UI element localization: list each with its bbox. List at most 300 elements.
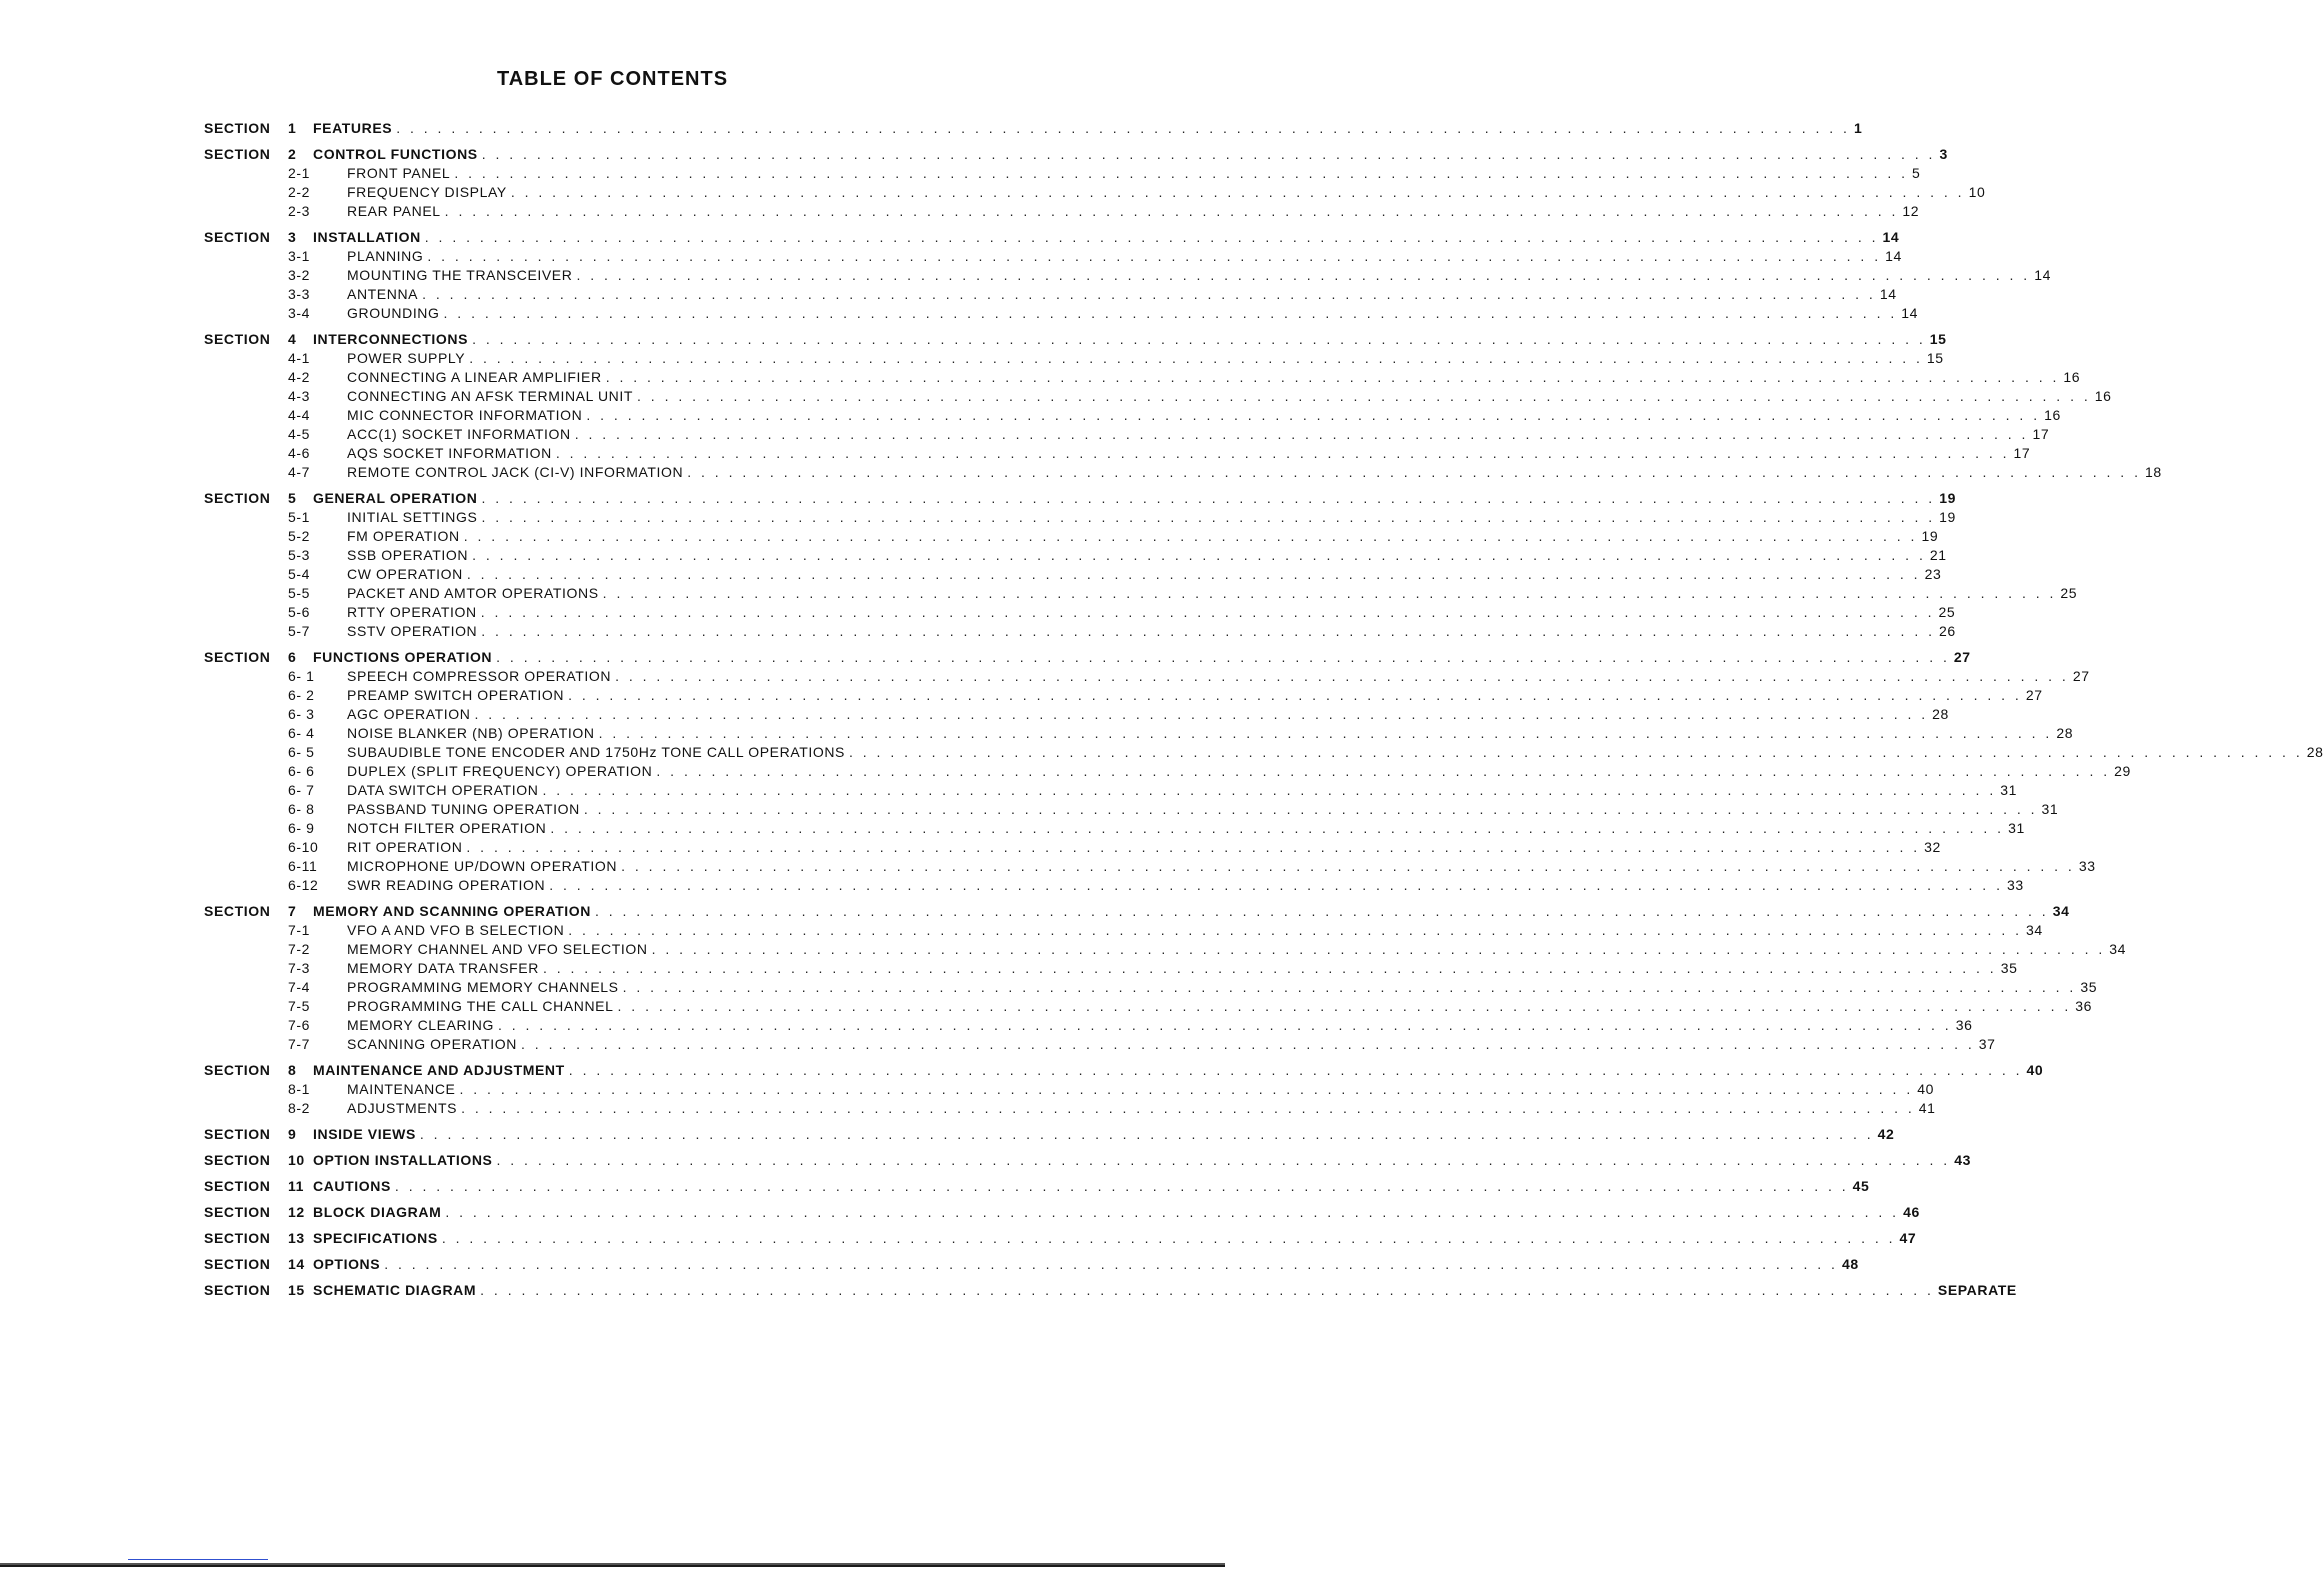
section-title: INTERCONNECTIONS <box>313 331 469 347</box>
dot-leader: . . . . . . . . . . . . . . . . . . . . . . . . . . . . . . . . . . . . . . . . . . . . . . . . . . . . . . . . . . . . . . . . . . . . . . . . . . . . . . . . . . . . . . . . . . . . . . . . . . . . . . . . . . <box>496 1152 1951 1168</box>
subsection-title: PREAMP SWITCH OPERATION <box>347 687 565 703</box>
subsection-title: MEMORY CLEARING <box>347 1017 494 1033</box>
dot-leader: . . . . . . . . . . . . . . . . . . . . . . . . . . . . . . . . . . . . . . . . . . . . . . . . . . . . . . . . . . . . . . . . . . . . . . . . . . . . . . . . . . . . . . . . . . . . . . . . . . . . . . . . . . <box>521 1036 1975 1052</box>
toc-subsection-row[interactable] <box>204 584 2078 603</box>
subsection-title: CONNECTING AN AFSK TERMINAL UNIT <box>347 388 634 404</box>
toc-subsection-row[interactable] <box>204 622 1956 641</box>
subsection-page: 31 <box>2008 820 2025 836</box>
subsection-number: 4-6 <box>288 445 311 461</box>
section-number: 10 <box>288 1152 305 1168</box>
subsection-number: 3-2 <box>288 267 311 283</box>
subsection-title: AGC OPERATION <box>347 706 471 722</box>
toc-subsection-row[interactable] <box>204 202 1920 221</box>
subsection-page: 23 <box>1924 566 1942 582</box>
toc-subsection-row[interactable] <box>204 978 2098 997</box>
section-number: 14 <box>288 1256 305 1272</box>
section-page: 47 <box>1899 1230 1917 1246</box>
section-number: 6 <box>288 649 297 665</box>
dot-leader: . . . . . . . . . . . . . . . . . . . . . . . . . . . . . . . . . . . . . . . . . . . . . . . . . . . . . . . . . . . . . . . . . . . . . . . . . . . . . . . . . . . . . . . . . . . . . . . . . . . . . . . . . . <box>594 903 2049 919</box>
section-page: 46 <box>1903 1204 1920 1220</box>
subsection-number: 7-4 <box>288 979 311 995</box>
subsection-page: 5 <box>1912 165 1921 181</box>
subsection-number: 7-1 <box>288 922 311 938</box>
section-number: 8 <box>288 1062 297 1078</box>
dot-leader: . . . . . . . . . . . . . . . . . . . . . . . . . . . . . . . . . . . . . . . . . . . . . . . . . . . . . . . . . . . . . . . . . . . . . . . . . . . . . . . . . . . . . . . . . . . . . . . . . . . . . . . . . . <box>586 407 2041 423</box>
dot-leader: . . . . . . . . . . . . . . . . . . . . . . . . . . . . . . . . . . . . . . . . . . . . . . . . . . . . . . . . . . . . . . . . . . . . . . . . . . . . . . . . . . . . . . . . . . . . . . . . . . . . . . . . . . <box>480 604 1935 620</box>
toc-subsection-row[interactable] <box>204 406 2061 425</box>
toc-section <box>204 1150 1971 1170</box>
toc-section-row[interactable] <box>204 1176 1870 1196</box>
dot-leader: . . . . . . . . . . . . . . . . . . . . . . . . . . . . . . . . . . . . . . . . . . . . . . . . . . . . . . . . . . . . . . . . . . . . . . . . . . . . . . . . . . . . . . . . . . . . . . . . . . . . . . . . . . <box>474 706 1929 722</box>
section-title: GENERAL OPERATION <box>313 490 478 506</box>
toc-section-row[interactable] <box>204 1202 1920 1222</box>
subsection-title: MEMORY CHANNEL AND VFO SELECTION <box>347 941 648 957</box>
subsection-title: ACC(1) SOCKET INFORMATION <box>347 426 571 442</box>
subsection-page: 28 <box>2306 744 2324 760</box>
section-number: 1 <box>288 120 297 136</box>
section-number: 15 <box>288 1282 305 1298</box>
section-word: SECTION <box>204 1256 271 1272</box>
dot-leader: . . . . . . . . . . . . . . . . . . . . . . . . . . . . . . . . . . . . . . . . . . . . . . . . . . . . . . . . . . . . . . . . . . . . . . . . . . . . . . . . . . . . . . . . . . . . . . . . . . . . . . . . . . <box>542 960 1997 976</box>
toc-subsection-row[interactable] <box>204 1099 1936 1118</box>
section-title: SCHEMATIC DIAGRAM <box>313 1282 477 1298</box>
subsection-page: 17 <box>2013 445 2031 461</box>
subsection-page: 41 <box>1918 1100 1936 1116</box>
subsection-title: REAR PANEL <box>347 203 441 219</box>
subsection-number: 5-6 <box>288 604 311 620</box>
subsection-page: 14 <box>2034 267 2051 283</box>
toc-subsection-row[interactable] <box>204 686 2043 705</box>
toc-subsection-row[interactable] <box>204 285 1897 304</box>
section-title: BLOCK DIAGRAM <box>313 1204 442 1220</box>
subsection-page: 15 <box>1926 350 1944 366</box>
section-title: FUNCTIONS OPERATION <box>313 649 493 665</box>
subsection-number: 6-11 <box>288 858 318 874</box>
section-word: SECTION <box>204 146 271 162</box>
toc-subsection-row[interactable] <box>204 349 1944 368</box>
subsection-page: 27 <box>2025 687 2043 703</box>
toc-subsection-row[interactable] <box>204 368 2081 387</box>
dot-leader: . . . . . . . . . . . . . . . . . . . . . . . . . . . . . . . . . . . . . . . . . . . . . . . . . . . . . . . . . . . . . . . . . . . . . . . . . . . . . . . . . . . . . . . . . . . . . . . . . . . . . . . . . . <box>481 490 1936 506</box>
toc-section <box>204 488 2078 641</box>
subsection-page: 14 <box>1901 305 1919 321</box>
subsection-page: 36 <box>2075 998 2093 1014</box>
toc-section-row[interactable] <box>204 1124 1895 1144</box>
dot-leader: . . . . . . . . . . . . . . . . . . . . . . . . . . . . . . . . . . . . . . . . . . . . . . . . . . . . . . . . . . . . . . . . . . . . . . . . . . . . . . . . . . . . . . . . . . . . . . . . . . . . . . . . . . <box>469 350 1923 366</box>
dot-leader: . . . . . . . . . . . . . . . . . . . . . . . . . . . . . . . . . . . . . . . . . . . . . . . . . . . . . . . . . . . . . . . . . . . . . . . . . . . . . . . . . . . . . . . . . . . . . . . . . . . . . . . . . . <box>419 1126 1874 1142</box>
subsection-title: INITIAL SETTINGS <box>347 509 478 525</box>
toc-subsection-row[interactable] <box>204 444 2031 463</box>
subsection-title: PROGRAMMING THE CALL CHANNEL <box>347 998 614 1014</box>
subsection-number: 6-12 <box>288 877 319 893</box>
toc-subsection-row[interactable] <box>204 724 2074 743</box>
dot-leader: . . . . . . . . . . . . . . . . . . . . . . . . . . . . . . . . . . . . . . . . . . . . . . . . . . . . . . . . . . . . . . . . . . . . . . . . . . . . . . . . . . . . . . . . . . . . . . . . . . . . . . . . . . <box>687 464 2141 480</box>
dot-leader: . . . . . . . . . . . . . . . . . . . . . . . . . . . . . . . . . . . . . . . . . . . . . . . . . . . . . . . . . . . . . . . . . . . . . . . . . . . . . . . . . . . . . . . . . . . . . . . . . . . . . . . . . . <box>849 744 2303 760</box>
subsection-number: 2-3 <box>288 203 311 219</box>
subsection-title: MAINTENANCE <box>347 1081 456 1097</box>
subsection-page: 36 <box>1955 1017 1973 1033</box>
section-word: SECTION <box>204 331 271 347</box>
subsection-number: 6- 1 <box>288 668 315 684</box>
subsection-page: 28 <box>1932 706 1949 722</box>
dot-leader: . . . . . . . . . . . . . . . . . . . . . . . . . . . . . . . . . . . . . . . . . . . . . . . . . . . . . . . . . . . . . . . . . . . . . . . . . . . . . . . . . . . . . . . . . . . . . . . . . . . . . . . . . . <box>480 1282 1934 1298</box>
section-word: SECTION <box>204 1152 271 1168</box>
toc-section <box>204 1176 1870 1196</box>
toc-section-row[interactable] <box>204 1228 1917 1248</box>
toc-section-row[interactable] <box>204 1254 1859 1274</box>
dot-leader: . . . . . . . . . . . . . . . . . . . . . . . . . . . . . . . . . . . . . . . . . . . . . . . . . . . . . . . . . . . . . . . . . . . . . . . . . . . . . . . . . . . . . . . . . . . . . . . . . . . . . . . . . . <box>461 1100 1915 1116</box>
subsection-title: MIC CONNECTOR INFORMATION <box>347 407 583 423</box>
subsection-page: 16 <box>2063 369 2081 385</box>
subsection-page: 14 <box>1885 248 1902 264</box>
dot-leader: . . . . . . . . . . . . . . . . . . . . . . . . . . . . . . . . . . . . . . . . . . . . . . . . . . . . . . . . . . . . . . . . . . . . . . . . . . . . . . . . . . . . . . . . . . . . . . . . . . . . . . . . . . <box>443 305 1898 321</box>
dot-leader: . . . . . . . . . . . . . . . . . . . . . . . . . . . . . . . . . . . . . . . . . . . . . . . . . . . . . . . . . . . . . . . . . . . . . . . . . . . . . . . . . . . . . . . . . . . . . . . . . . . . . . . . . . <box>598 725 2053 741</box>
dot-leader: . . . . . . . . . . . . . . . . . . . . . . . . . . . . . . . . . . . . . . . . . . . . . . . . . . . . . . . . . . . . . . . . . . . . . . . . . . . . . . . . . . . . . . . . . . . . . . . . . . . . . . . . . . <box>472 547 1926 563</box>
toc-subsection-row[interactable] <box>204 667 2090 686</box>
toc-subsection-row[interactable] <box>204 743 2324 762</box>
subsection-title: RTTY OPERATION <box>347 604 477 620</box>
subsection-number: 6- 8 <box>288 801 315 817</box>
dot-leader: . . . . . . . . . . . . . . . . . . . . . . . . . . . . . . . . . . . . . . . . . . . . . . . . . . . . . . . . . . . . . . . . . . . . . . . . . . . . . . . . . . . . . . . . . . . . . . . . . . . . . . . . . . <box>602 585 2057 601</box>
section-page: 34 <box>2052 903 2070 919</box>
subsection-title: DATA SWITCH OPERATION <box>347 782 539 798</box>
section-title: OPTIONS <box>313 1256 381 1272</box>
dot-leader: . . . . . . . . . . . . . . . . . . . . . . . . . . . . . . . . . . . . . . . . . . . . . . . . . . . . . . . . . . . . . . . . . . . . . . . . . . . . . . . . . . . . . . . . . . . . . . . . . . . . . . . . . . <box>427 248 1882 264</box>
dot-leader: . . . . . . . . . . . . . . . . . . . . . . . . . . . . . . . . . . . . . . . . . . . . . . . . . . . . . . . . . . . . . . . . . . . . . . . . . . . . . . . . . . . . . . . . . . . . . . . . . . . . . . . . . . <box>583 801 2038 817</box>
toc-subsection-row[interactable] <box>204 1080 1934 1099</box>
section-word: SECTION <box>204 1204 271 1220</box>
subsection-title: FM OPERATION <box>347 528 460 544</box>
dot-leader: . . . . . . . . . . . . . . . . . . . . . . . . . . . . . . . . . . . . . . . . . . . . . . . . . . . . . . . . . . . . . . . . . . . . . . . . . . . . . . . . . . . . . . . . . . . . . . . . . . . . . . . . . . <box>622 979 2077 995</box>
subsection-page: 19 <box>1921 528 1939 544</box>
section-page: 40 <box>2026 1062 2044 1078</box>
dot-leader: . . . . . . . . . . . . . . . . . . . . . . . . . . . . . . . . . . . . . . . . . . . . . . . . . . . . . . . . . . . . . . . . . . . . . . . . . . . . . . . . . . . . . . . . . . . . . . . . . . . . . . . . . . <box>454 165 1909 181</box>
dot-leader: . . . . . . . . . . . . . . . . . . . . . . . . . . . . . . . . . . . . . . . . . . . . . . . . . . . . . . . . . . . . . . . . . . . . . . . . . . . . . . . . . . . . . . . . . . . . . . . . . . . . . . . . . . <box>651 941 2106 957</box>
toc-subsection-row[interactable] <box>204 164 1921 183</box>
subsection-title: VFO A AND VFO B SELECTION <box>347 922 565 938</box>
toc-section-row[interactable] <box>204 144 1948 164</box>
dot-leader: . . . . . . . . . . . . . . . . . . . . . . . . . . . . . . . . . . . . . . . . . . . . . . . . . . . . . . . . . . . . . . . . . . . . . . . . . . . . . . . . . . . . . . . . . . . . . . . . . . . . . . . . . . <box>497 1017 1952 1033</box>
toc-section-row[interactable] <box>204 1150 1971 1170</box>
subsection-page: 18 <box>2144 464 2162 480</box>
footer-link-underline <box>128 1559 268 1560</box>
subsection-page: 29 <box>2114 763 2131 779</box>
subsection-title: PLANNING <box>347 248 424 264</box>
section-page: 27 <box>1953 649 1971 665</box>
dot-leader: . . . . . . . . . . . . . . . . . . . . . . . . . . . . . . . . . . . . . . . . . . . . . . . . . . . . . . . . . . . . . . . . . . . . . . . . . . . . . . . . . . . . . . . . . . . . . . . . . . . . . . . . . . <box>615 668 2069 684</box>
subsection-number: 2-2 <box>288 184 311 200</box>
toc-subsection-row[interactable] <box>204 1035 1996 1054</box>
section-word: SECTION <box>204 1178 271 1194</box>
section-title: INSTALLATION <box>313 229 421 245</box>
subsection-title: PROGRAMMING MEMORY CHANNELS <box>347 979 619 995</box>
section-title: INSIDE VIEWS <box>313 1126 416 1142</box>
toc-subsection-row[interactable] <box>204 940 2127 959</box>
subsection-title: SUBAUDIBLE TONE ENCODER AND 1750Hz TONE CALL OPERATIONS <box>347 744 845 760</box>
section-page: 43 <box>1954 1152 1971 1168</box>
section-number: 13 <box>288 1230 305 1246</box>
section-number: 5 <box>288 490 297 506</box>
section-number: 3 <box>288 229 297 245</box>
toc-subsection-row[interactable] <box>204 565 1942 584</box>
subsection-title: DUPLEX (SPLIT FREQUENCY) OPERATION <box>347 763 653 779</box>
toc-section <box>204 144 1986 221</box>
subsection-title: MEMORY DATA TRANSFER <box>347 960 539 976</box>
subsection-title: PASSBAND TUNING OPERATION <box>347 801 580 817</box>
subsection-title: POWER SUPPLY <box>347 350 466 366</box>
section-number: 2 <box>288 146 297 162</box>
subsection-page: 12 <box>1902 203 1920 219</box>
section-number: 9 <box>288 1126 297 1142</box>
subsection-title: CONNECTING A LINEAR AMPLIFIER <box>347 369 602 385</box>
dot-leader: . . . . . . . . . . . . . . . . . . . . . . . . . . . . . . . . . . . . . . . . . . . . . . . . . . . . . . . . . . . . . . . . . . . . . . . . . . . . . . . . . . . . . . . . . . . . . . . . . . . . . . . . . . <box>550 820 2005 836</box>
toc-subsection-row[interactable] <box>204 463 2162 482</box>
subsection-number: 6- 5 <box>288 744 315 760</box>
subsection-title: NOTCH FILTER OPERATION <box>347 820 547 836</box>
subsection-title: FRONT PANEL <box>347 165 451 181</box>
toc-subsection-row[interactable] <box>204 997 2093 1016</box>
subsection-number: 6- 4 <box>288 725 315 741</box>
subsection-number: 4-3 <box>288 388 311 404</box>
dot-leader: . . . . . . . . . . . . . . . . . . . . . . . . . . . . . . . . . . . . . . . . . . . . . . . . . . . . . . . . . . . . . . . . . . . . . . . . . . . . . . . . . . . . . . . . . . . . . . . . . . . . . . . . . . <box>472 331 1926 347</box>
subsection-title: GROUNDING <box>347 305 440 321</box>
subsection-number: 6- 3 <box>288 706 315 722</box>
toc-subsection-row[interactable] <box>204 857 2096 876</box>
toc-subsection-row[interactable] <box>204 527 1939 546</box>
toc-section <box>204 1060 2044 1118</box>
toc-subsection-row[interactable] <box>204 387 2112 406</box>
toc-subsection-row[interactable] <box>204 546 1947 565</box>
subsection-page: 35 <box>2000 960 2018 976</box>
dot-leader: . . . . . . . . . . . . . . . . . . . . . . . . . . . . . . . . . . . . . . . . . . . . . . . . . . . . . . . . . . . . . . . . . . . . . . . . . . . . . . . . . . . . . . . . . . . . . . . . . . . . . . . . . . <box>549 877 2003 893</box>
toc-subsection-row[interactable] <box>204 876 2024 895</box>
section-page: 42 <box>1877 1126 1895 1142</box>
section-word: SECTION <box>204 1062 271 1078</box>
section-word: SECTION <box>204 229 271 245</box>
subsection-number: 6- 9 <box>288 820 315 836</box>
toc-section <box>204 901 2127 1054</box>
section-word: SECTION <box>204 490 271 506</box>
subsection-page: 34 <box>2026 922 2043 938</box>
toc-subsection-row[interactable] <box>204 304 1919 323</box>
section-number: 11 <box>288 1178 304 1194</box>
section-title: OPTION INSTALLATIONS <box>313 1152 493 1168</box>
toc-section-row[interactable] <box>204 901 2070 921</box>
subsection-page: 17 <box>2032 426 2050 442</box>
dot-leader: . . . . . . . . . . . . . . . . . . . . . . . . . . . . . . . . . . . . . . . . . . . . . . . . . . . . . . . . . . . . . . . . . . . . . . . . . . . . . . . . . . . . . . . . . . . . . . . . . . . . . . . . . . <box>496 649 1950 665</box>
dot-leader: . . . . . . . . . . . . . . . . . . . . . . . . . . . . . . . . . . . . . . . . . . . . . . . . . . . . . . . . . . . . . . . . . . . . . . . . . . . . . . . . . . . . . . . . . . . . . . . . . . . . . . . . . . <box>568 687 2022 703</box>
section-page: SEPARATE <box>1937 1282 2017 1298</box>
dot-leader: . . . . . . . . . . . . . . . . . . . . . . . . . . . . . . . . . . . . . . . . . . . . . . . . . . . . . . . . . . . . . . . . . . . . . . . . . . . . . . . . . . . . . . . . . . . . . . . . . . . . . . . . . . <box>394 1178 1849 1194</box>
section-page: 45 <box>1852 1178 1870 1194</box>
subsection-page: 28 <box>2056 725 2074 741</box>
subsection-title: AQS SOCKET INFORMATION <box>347 445 552 461</box>
page-title: TABLE OF CONTENTS <box>496 68 729 90</box>
toc-section <box>204 1280 2017 1300</box>
subsection-page: 34 <box>2109 941 2127 957</box>
dot-leader: . . . . . . . . . . . . . . . . . . . . . . . . . . . . . . . . . . . . . . . . . . . . . . . . . . . . . . . . . . . . . . . . . . . . . . . . . . . . . . . . . . . . . . . . . . . . . . . . . . . . . . . . . . <box>459 1081 1914 1097</box>
dot-leader: . . . . . . . . . . . . . . . . . . . . . . . . . . . . . . . . . . . . . . . . . . . . . . . . . . . . . . . . . . . . . . . . . . . . . . . . . . . . . . . . . . . . . . . . . . . . . . . . . . . . . . . . . . <box>576 267 2031 283</box>
subsection-number: 7-7 <box>288 1036 311 1052</box>
subsection-number: 2-1 <box>288 165 311 181</box>
dot-leader: . . . . . . . . . . . . . . . . . . . . . . . . . . . . . . . . . . . . . . . . . . . . . . . . . . . . . . . . . . . . . . . . . . . . . . . . . . . . . . . . . . . . . . . . . . . . . . . . . . . . . . . . . . <box>555 445 2010 461</box>
section-word: SECTION <box>204 903 271 919</box>
toc-section <box>204 118 1863 138</box>
subsection-title: PACKET AND AMTOR OPERATIONS <box>347 585 599 601</box>
toc-subsection-row[interactable] <box>204 959 2018 978</box>
subsection-number: 6- 2 <box>288 687 315 703</box>
subsection-page: 33 <box>2006 877 2024 893</box>
subsection-page: 40 <box>1917 1081 1934 1097</box>
dot-leader: . . . . . . . . . . . . . . . . . . . . . . . . . . . . . . . . . . . . . . . . . . . . . . . . . . . . . . . . . . . . . . . . . . . . . . . . . . . . . . . . . . . . . . . . . . . . . . . . . . . . . . . . . . <box>574 426 2029 442</box>
subsection-number: 7-2 <box>288 941 311 957</box>
subsection-page: 37 <box>1978 1036 1996 1052</box>
subsection-title: REMOTE CONTROL JACK (CI-V) INFORMATION <box>347 464 684 480</box>
section-title: SPECIFICATIONS <box>313 1230 438 1246</box>
toc-section <box>204 227 2051 323</box>
dot-leader: . . . . . . . . . . . . . . . . . . . . . . . . . . . . . . . . . . . . . . . . . . . . . . . . . . . . . . . . . . . . . . . . . . . . . . . . . . . . . . . . . . . . . . . . . . . . . . . . . . . . . . . . . . <box>542 782 1997 798</box>
subsection-page: 21 <box>1929 547 1947 563</box>
section-word: SECTION <box>204 649 271 665</box>
section-title: MAINTENANCE AND ADJUSTMENT <box>313 1062 565 1078</box>
toc-subsection-row[interactable] <box>204 838 1941 857</box>
subsection-page: 10 <box>1968 184 1986 200</box>
toc-subsection-row[interactable] <box>204 921 2043 940</box>
subsection-page: 16 <box>2094 388 2112 404</box>
dot-leader: . . . . . . . . . . . . . . . . . . . . . . . . . . . . . . . . . . . . . . . . . . . . . . . . . . . . . . . . . . . . . . . . . . . . . . . . . . . . . . . . . . . . . . . . . . . . . . . . . . . . . . . . . . <box>466 566 1921 582</box>
dot-leader: . . . . . . . . . . . . . . . . . . . . . . . . . . . . . . . . . . . . . . . . . . . . . . . . . . . . . . . . . . . . . . . . . . . . . . . . . . . . . . . . . . . . . . . . . . . . . . . . . . . . . . . . . . <box>637 388 2091 404</box>
dot-leader: . . . . . . . . . . . . . . . . . . . . . . . . . . . . . . . . . . . . . . . . . . . . . . . . . . . . . . . . . . . . . . . . . . . . . . . . . . . . . . . . . . . . . . . . . . . . . . . . . . . . . . . . . . <box>617 998 2072 1014</box>
toc-subsection-row[interactable] <box>204 266 2051 285</box>
dot-leader: . . . . . . . . . . . . . . . . . . . . . . . . . . . . . . . . . . . . . . . . . . . . . . . . . . . . . . . . . . . . . . . . . . . . . . . . . . . . . . . . . . . . . . . . . . . . . . . . . . . . . . . . . . <box>441 1230 1896 1246</box>
section-page: 15 <box>1929 331 1947 347</box>
section-number: 4 <box>288 331 297 347</box>
subsection-number: 4-2 <box>288 369 311 385</box>
toc-subsection-row[interactable] <box>204 603 1956 622</box>
dot-leader: . . . . . . . . . . . . . . . . . . . . . . . . . . . . . . . . . . . . . . . . . . . . . . . . . . . . . . . . . . . . . . . . . . . . . . . . . . . . . . . . . . . . . . . . . . . . . . . . . . . . . . . . . . <box>481 623 1935 639</box>
dot-leader: . . . . . . . . . . . . . . . . . . . . . . . . . . . . . . . . . . . . . . . . . . . . . . . . . . . . . . . . . . . . . . . . . . . . . . . . . . . . . . . . . . . . . . . . . . . . . . . . . . . . . . . . . . <box>444 203 1899 219</box>
page-bottom-edge <box>0 1565 1225 1567</box>
subsection-number: 7-6 <box>288 1017 311 1033</box>
toc-section-row[interactable] <box>204 227 1900 247</box>
subsection-page: 16 <box>2044 407 2061 423</box>
section-page: 19 <box>1939 490 1956 506</box>
subsection-page: 35 <box>2080 979 2098 995</box>
subsection-page: 14 <box>1879 286 1897 302</box>
dot-leader: . . . . . . . . . . . . . . . . . . . . . . . . . . . . . . . . . . . . . . . . . . . . . . . . . . . . . . . . . . . . . . . . . . . . . . . . . . . . . . . . . . . . . . . . . . . . . . . . . . . . . . . . . . <box>568 922 2022 938</box>
subsection-title: ADJUSTMENTS <box>347 1100 458 1116</box>
toc-subsection-row[interactable] <box>204 425 2050 444</box>
toc-section <box>204 1124 1895 1144</box>
subsection-number: 6-10 <box>288 839 319 855</box>
toc-subsection-row[interactable] <box>204 819 2025 838</box>
toc-subsection-row[interactable] <box>204 781 2017 800</box>
subsection-number: 4-4 <box>288 407 311 423</box>
toc-section-row[interactable] <box>204 488 1956 508</box>
toc-section <box>204 647 2324 895</box>
subsection-title: MOUNTING THE TRANSCEIVER <box>347 267 573 283</box>
subsection-page: 31 <box>2041 801 2059 817</box>
section-title: CONTROL FUNCTIONS <box>313 146 478 162</box>
section-word: SECTION <box>204 120 271 136</box>
dot-leader: . . . . . . . . . . . . . . . . . . . . . . . . . . . . . . . . . . . . . . . . . . . . . . . . . . . . . . . . . . . . . . . . . . . . . . . . . . . . . . . . . . . . . . . . . . . . . . . . . . . . . . . . . . <box>481 509 1936 525</box>
subsection-number: 4-5 <box>288 426 311 442</box>
subsection-page: 19 <box>1939 509 1956 525</box>
dot-leader: . . . . . . . . . . . . . . . . . . . . . . . . . . . . . . . . . . . . . . . . . . . . . . . . . . . . . . . . . . . . . . . . . . . . . . . . . . . . . . . . . . . . . . . . . . . . . . . . . . . . . . . . . . <box>396 120 1850 136</box>
subsection-page: 32 <box>1924 839 1941 855</box>
subsection-title: MICROPHONE UP/DOWN OPERATION <box>347 858 618 874</box>
subsection-number: 5-3 <box>288 547 311 563</box>
subsection-number: 5-1 <box>288 509 311 525</box>
subsection-number: 5-7 <box>288 623 311 639</box>
dot-leader: . . . . . . . . . . . . . . . . . . . . . . . . . . . . . . . . . . . . . . . . . . . . . . . . . . . . . . . . . . . . . . . . . . . . . . . . . . . . . . . . . . . . . . . . . . . . . . . . . . . . . . . . . . <box>384 1256 1838 1272</box>
toc-subsection-row[interactable] <box>204 1016 1973 1035</box>
subsection-page: 25 <box>1938 604 1956 620</box>
subsection-number: 8-1 <box>288 1081 311 1097</box>
subsection-number: 4-7 <box>288 464 311 480</box>
section-word: SECTION <box>204 1230 271 1246</box>
dot-leader: . . . . . . . . . . . . . . . . . . . . . . . . . . . . . . . . . . . . . . . . . . . . . . . . . . . . . . . . . . . . . . . . . . . . . . . . . . . . . . . . . . . . . . . . . . . . . . . . . . . . . . . . . . <box>481 146 1936 162</box>
subsection-title: CW OPERATION <box>347 566 463 582</box>
subsection-title: SSB OPERATION <box>347 547 469 563</box>
toc-section-row[interactable] <box>204 647 1971 667</box>
dot-leader: . . . . . . . . . . . . . . . . . . . . . . . . . . . . . . . . . . . . . . . . . . . . . . . . . . . . . . . . . . . . . . . . . . . . . . . . . . . . . . . . . . . . . . . . . . . . . . . . . . . . . . . . . . <box>466 839 1921 855</box>
dot-leader: . . . . . . . . . . . . . . . . . . . . . . . . . . . . . . . . . . . . . . . . . . . . . . . . . . . . . . . . . . . . . . . . . . . . . . . . . . . . . . . . . . . . . . . . . . . . . . . . . . . . . . . . . . <box>605 369 2060 385</box>
toc-section-row[interactable] <box>204 329 1947 349</box>
toc-section <box>204 1254 1859 1274</box>
toc-subsection-row[interactable] <box>204 705 1949 724</box>
subsection-number: 6- 7 <box>288 782 315 798</box>
toc-subsection-row[interactable] <box>204 762 2131 781</box>
subsection-page: 25 <box>2060 585 2078 601</box>
dot-leader: . . . . . . . . . . . . . . . . . . . . . . . . . . . . . . . . . . . . . . . . . . . . . . . . . . . . . . . . . . . . . . . . . . . . . . . . . . . . . . . . . . . . . . . . . . . . . . . . . . . . . . . . . . <box>424 229 1879 245</box>
section-page: 14 <box>1882 229 1900 245</box>
subsection-page: 27 <box>2072 668 2090 684</box>
subsection-title: SWR READING OPERATION <box>347 877 546 893</box>
section-word: SECTION <box>204 1126 271 1142</box>
toc-section-row[interactable] <box>204 1060 2044 1080</box>
subsection-title: RIT OPERATION <box>347 839 463 855</box>
subsection-number: 7-3 <box>288 960 311 976</box>
section-word: SECTION <box>204 1282 271 1298</box>
subsection-number: 5-4 <box>288 566 311 582</box>
subsection-title: ANTENNA <box>347 286 419 302</box>
subsection-page: 26 <box>1939 623 1956 639</box>
dot-leader: . . . . . . . . . . . . . . . . . . . . . . . . . . . . . . . . . . . . . . . . . . . . . . . . . . . . . . . . . . . . . . . . . . . . . . . . . . . . . . . . . . . . . . . . . . . . . . . . . . . . . . . . . . <box>568 1062 2023 1078</box>
section-title: FEATURES <box>313 120 393 136</box>
toc-subsection-row[interactable] <box>204 508 1956 527</box>
subsection-title: NOISE BLANKER (NB) OPERATION <box>347 725 595 741</box>
subsection-page: 31 <box>2000 782 2017 798</box>
subsection-number: 3-4 <box>288 305 311 321</box>
subsection-number: 8-2 <box>288 1100 311 1116</box>
toc-section-row[interactable] <box>204 1280 2017 1300</box>
toc-subsection-row[interactable] <box>204 800 2059 819</box>
section-page: 1 <box>1853 120 1863 136</box>
dot-leader: . . . . . . . . . . . . . . . . . . . . . . . . . . . . . . . . . . . . . . . . . . . . . . . . . . . . . . . . . . . . . . . . . . . . . . . . . . . . . . . . . . . . . . . . . . . . . . . . . . . . . . . . . . <box>463 528 1918 544</box>
dot-leader: . . . . . . . . . . . . . . . . . . . . . . . . . . . . . . . . . . . . . . . . . . . . . . . . . . . . . . . . . . . . . . . . . . . . . . . . . . . . . . . . . . . . . . . . . . . . . . . . . . . . . . . . . . <box>656 763 2111 779</box>
table-of-contents <box>204 118 2324 1306</box>
dot-leader: . . . . . . . . . . . . . . . . . . . . . . . . . . . . . . . . . . . . . . . . . . . . . . . . . . . . . . . . . . . . . . . . . . . . . . . . . . . . . . . . . . . . . . . . . . . . . . . . . . . . . . . . . . <box>621 858 2075 874</box>
toc-subsection-row[interactable] <box>204 247 1902 266</box>
toc-section-row[interactable] <box>204 118 1863 138</box>
dot-leader: . . . . . . . . . . . . . . . . . . . . . . . . . . . . . . . . . . . . . . . . . . . . . . . . . . . . . . . . . . . . . . . . . . . . . . . . . . . . . . . . . . . . . . . . . . . . . . . . . . . . . . . . . . <box>445 1204 1900 1220</box>
subsection-page: 33 <box>2078 858 2096 874</box>
toc-subsection-row[interactable] <box>204 183 1986 202</box>
subsection-number: 4-1 <box>288 350 311 366</box>
subsection-title: SSTV OPERATION <box>347 623 478 639</box>
toc-section <box>204 329 2162 482</box>
